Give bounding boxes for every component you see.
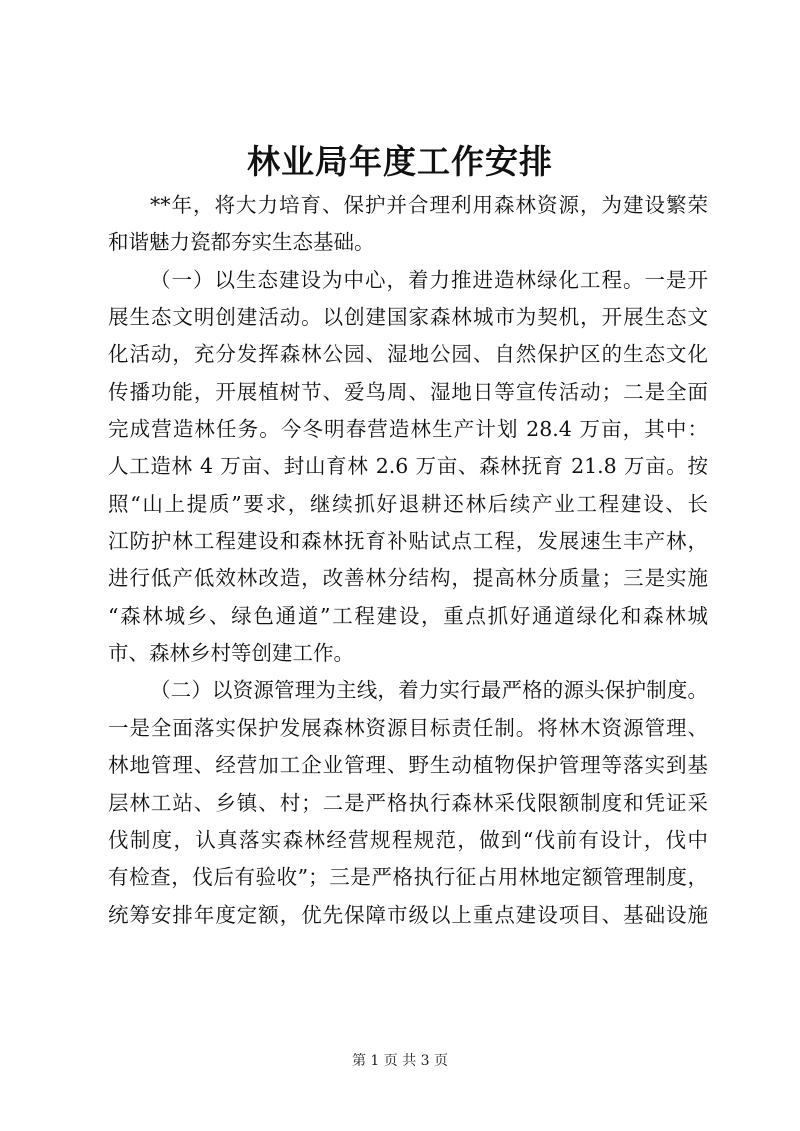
body-line: （二）以资源管理为主线，着力实行最严格的源头保护制度。	[150, 678, 708, 703]
body-line: 江防护林工程建设和森林抚育补贴试点工程，发展速生丰产林，	[108, 529, 708, 554]
body-line: 进行低产低效林改造，改善林分结构，提高林分质量；三是实施	[108, 566, 708, 591]
body-line: 统筹安排年度定额，优先保障市级以上重点建设项目、基础设施	[108, 902, 708, 927]
body-line: 伐制度，认真落实森林经营规程规范，做到“伐前有设计，伐中	[108, 827, 708, 852]
body-line: 完成营造林任务。今冬明春营造林生产计划 28.4 万亩，其中：	[108, 417, 708, 442]
body-line: 展生态文明创建活动。以创建国家森林城市为契机，开展生态文	[108, 305, 708, 330]
body-line: **年，将大力培育、保护并合理利用森林资源，为建设繁荣	[150, 193, 708, 217]
document-body	[108, 187, 708, 934]
page-footer: 第 1 页 共 3 页	[351, 1053, 449, 1069]
body-line: 照“山上提质”要求，继续抓好退耕还林后续产业工程建设、长	[108, 491, 708, 516]
body-line: 林地管理、经营加工企业管理、野生动植物保护管理等落实到基	[108, 753, 708, 778]
body-line: 层林工站、乡镇、村；二是严格执行森林采伐限额制度和凭证采	[108, 790, 708, 815]
body-line: 和谐魅力瓷都夯实生态基础。	[108, 230, 375, 255]
body-line: 化活动，充分发挥森林公园、湿地公园、自然保护区的生态文化	[108, 342, 708, 367]
body-line: 一是全面落实保护发展森林资源目标责任制。将林木资源管理、	[108, 715, 708, 740]
body-line: 传播功能，开展植树节、爱鸟周、湿地日等宣传活动；二是全面	[108, 379, 708, 404]
document-title: 林业局年度工作安排	[247, 142, 553, 181]
body-line: “森林城乡、绿色通道”工程建设，重点抓好通道绿化和森林城	[108, 603, 708, 628]
body-line: （一）以生态建设为中心，着力推进造林绿化工程。一是开	[150, 267, 708, 292]
body-line: 有检查，伐后有验收”；三是严格执行征占用林地定额管理制度，	[108, 865, 708, 890]
body-line: 人工造林 4 万亩、封山育林 2.6 万亩、森林抚育 21.8 万亩。按	[108, 454, 708, 479]
body-line: 市、森林乡村等创建工作。	[108, 641, 354, 666]
